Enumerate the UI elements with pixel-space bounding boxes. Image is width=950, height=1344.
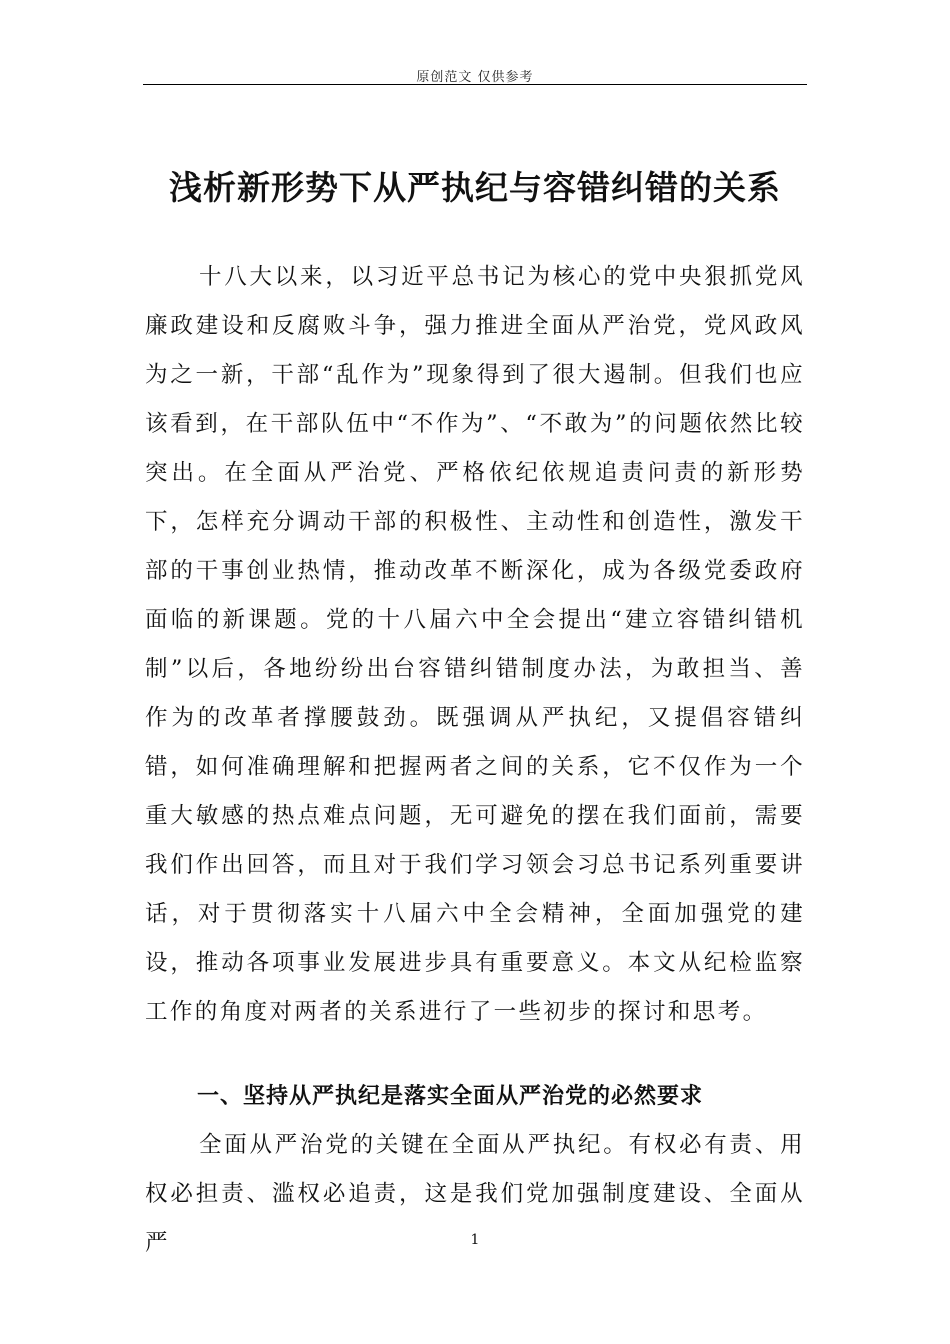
intro-section [145, 253, 805, 1037]
section-paragraph: 全面从严治党的关键在全面从严执纪。有权必有责、用权必担责、滥权必追责，这是我们党加强制度建设、全面从严 [145, 1132, 805, 1256]
page-number: 1 [470, 1232, 480, 1248]
section-heading: 一、坚持从严执纪是落实全面从严治党的必然要求 [197, 1084, 704, 1109]
header-divider [143, 84, 807, 85]
intro-paragraph: 十八大以来，以习近平总书记为核心的党中央狠抓党风廉政建设和反腐败斗争，强力推进全面从严治党，党风政风为之一新，干部“乱作为”现象得到了很大遏制。但我们也应该看到，在干部队伍中“不作为”、“不敢为”的问题依然比较突出。在全面从严治党、严格依纪依规追责问责的新形势下，怎样充分调动干部的积极性、主动性和创造性，激发干部的干事创业热情，推动改革不断深化，成为各级党委政府面临的新课题。党的十八届六中全会提出“建立容错纠错机制”以后，各地纷纷出台容错纠错制度办法，为敢担当、善作为的改革者撑腰鼓劲。既强调从严执纪，又提倡容错纠错，如何准确理解和把握两者之间的关系，它不仅作为一个重大敏感的热点难点问题，无可避免的摆在我们面前，需要我们作出回答，而且对于我们学习领会习总书记系列重要讲话，对于贯彻落实十八届六中全会精神，全面加强党的建设，推动各项事业发展进步具有重要意义。本文从纪检监察工作的角度对两者的关系进行了一些初步的探讨和思考。 [145, 264, 805, 1025]
document-title: 浅析新形势下从严执纪与容错纠错的关系 [169, 168, 781, 207]
header-text: 原创范文 仅供参考 [416, 70, 534, 85]
